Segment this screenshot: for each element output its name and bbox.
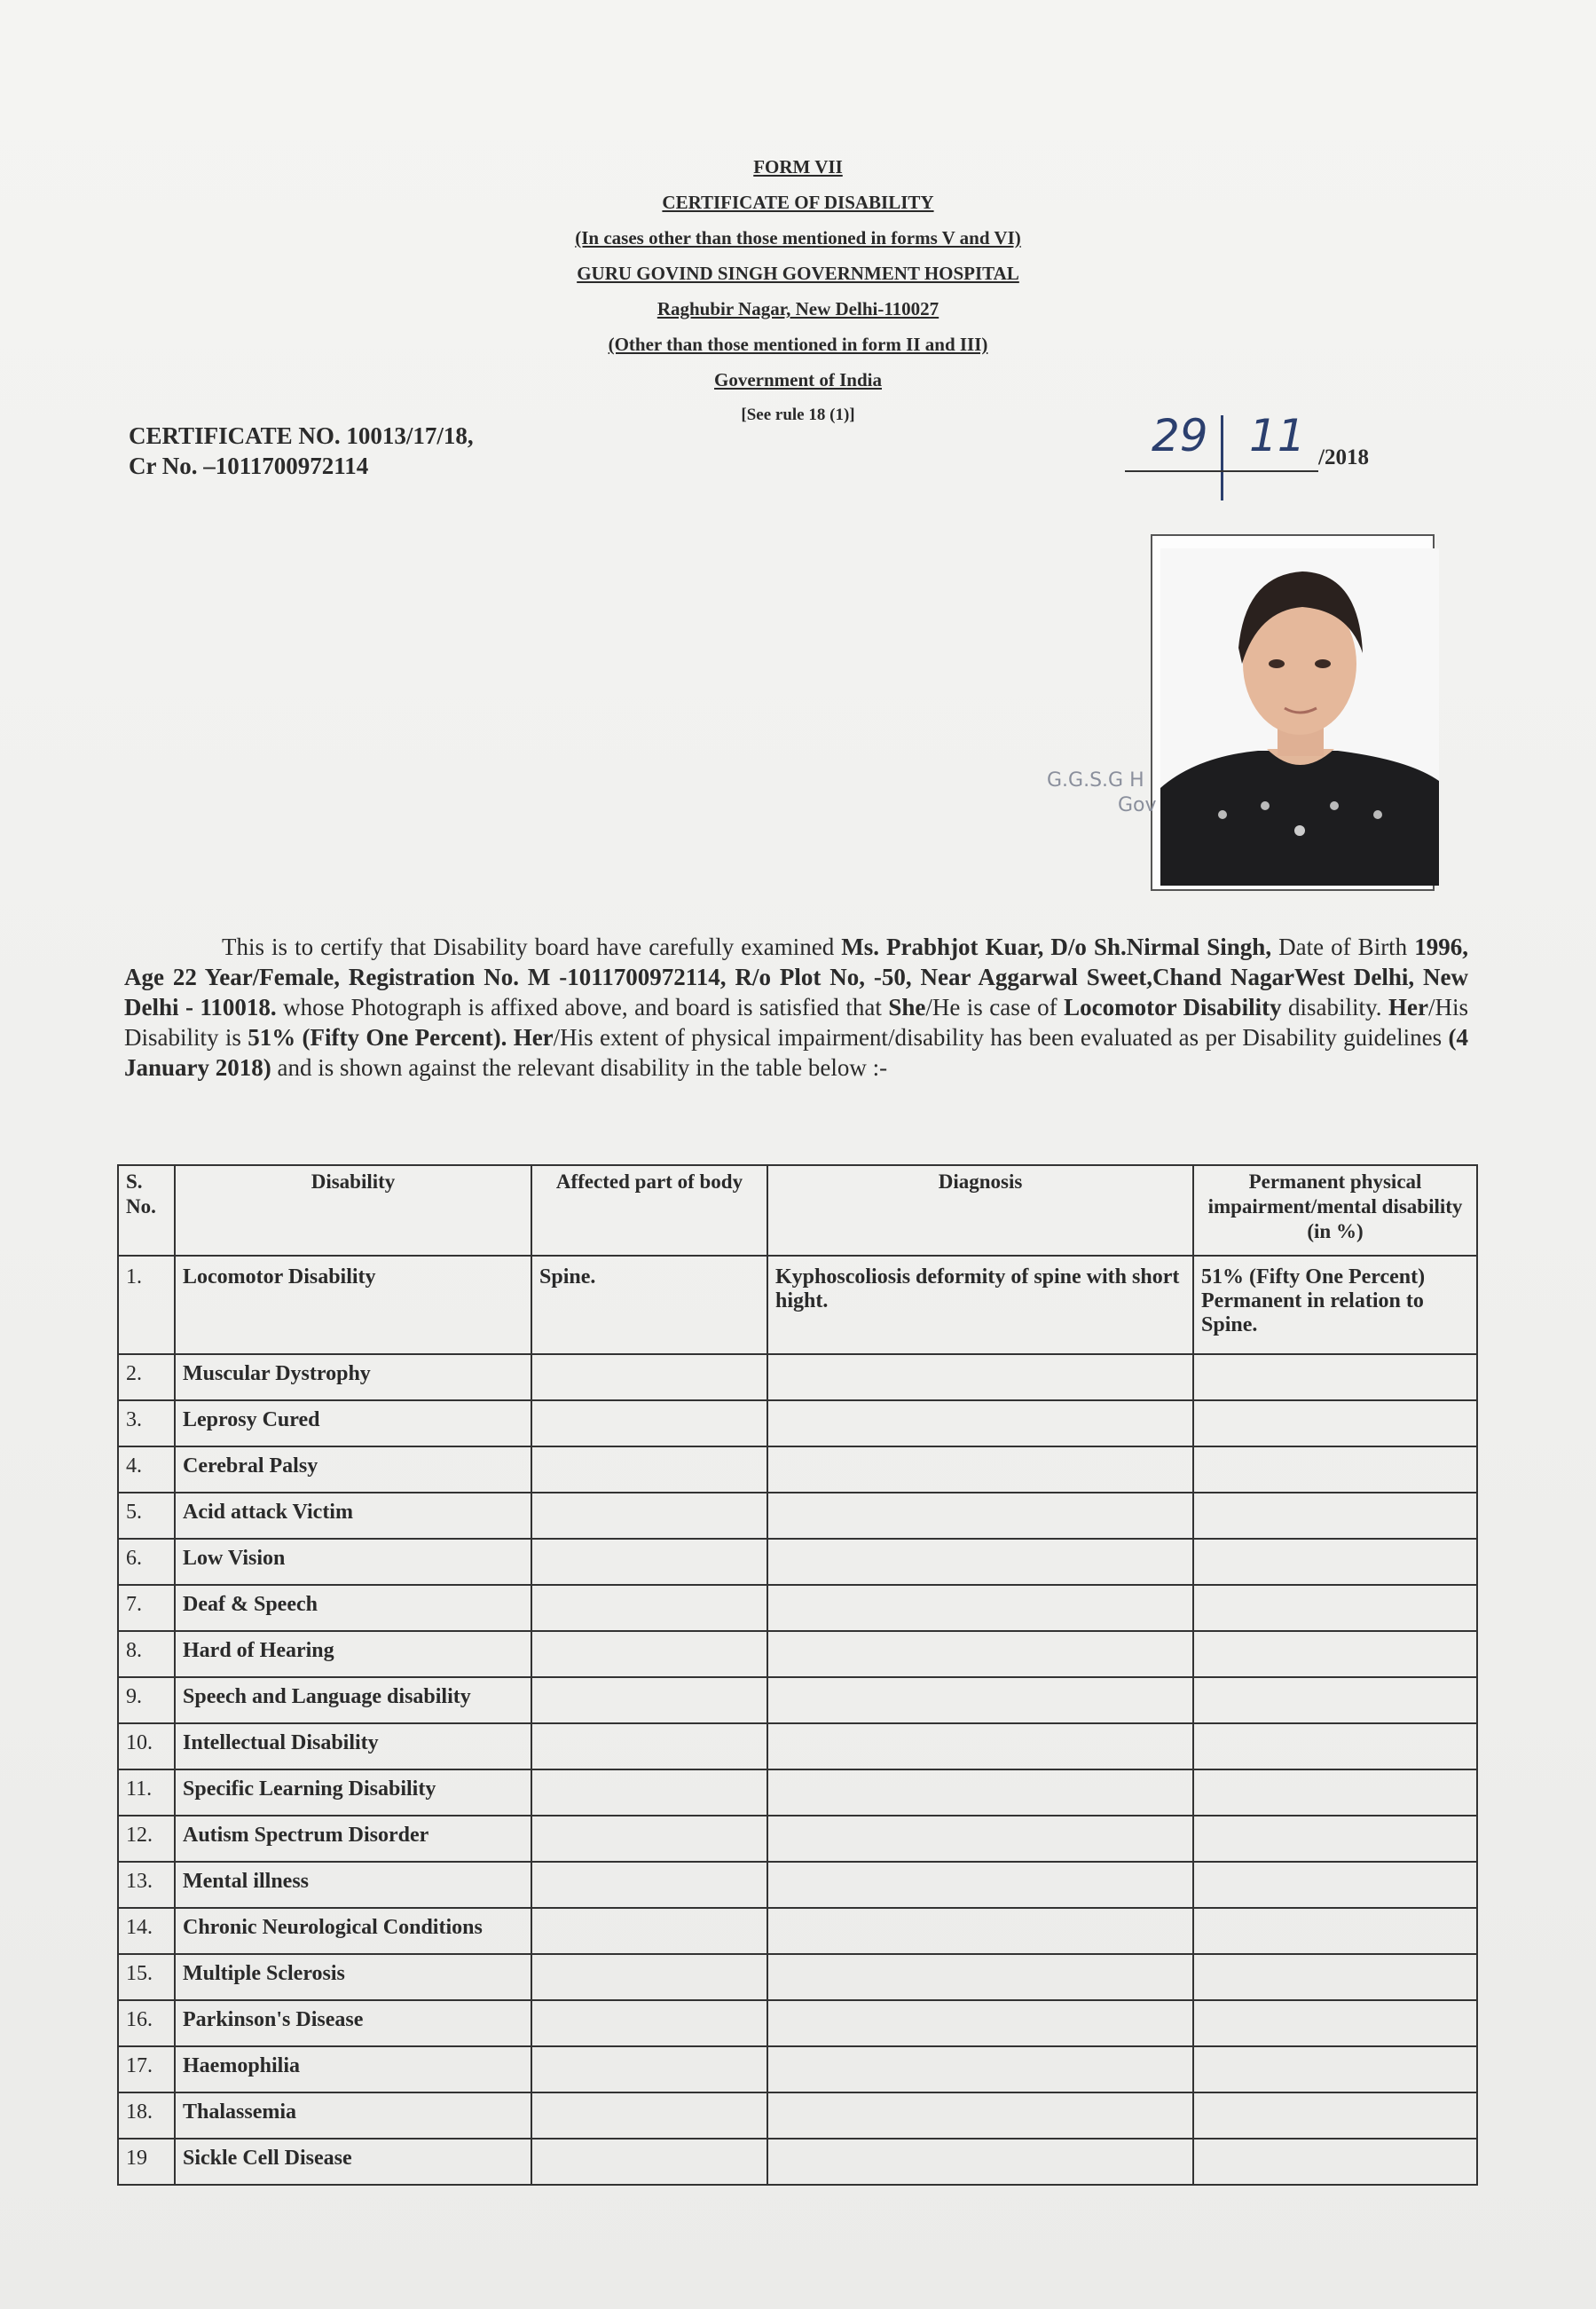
row-empty-cell (531, 1816, 767, 1862)
row-empty-cell (531, 1493, 767, 1539)
hospital-name: GURU GOVIND SINGH GOVERNMENT HOSPITAL (577, 263, 1019, 284)
row-empty-cell (1193, 1862, 1477, 1908)
header-affected-part: Affected part of body (531, 1165, 767, 1256)
form-title: CERTIFICATE OF DISABILITY (662, 192, 934, 213)
date-day: 29 (1152, 410, 1208, 461)
para-text-5: disability. (1281, 994, 1388, 1021)
row-empty-cell (1193, 1585, 1477, 1631)
row-empty-cell (531, 1954, 767, 2000)
row-disability: Specific Learning Disability (175, 1769, 531, 1816)
row-empty-cell (767, 1585, 1193, 1631)
row-sno: 3. (118, 1400, 175, 1446)
table-row (118, 1493, 1477, 1539)
row-empty-cell (767, 1493, 1193, 1539)
row-empty-cell (531, 1539, 767, 1585)
row-disability: Multiple Sclerosis (175, 1954, 531, 2000)
row-affected-part: Spine. (531, 1256, 767, 1354)
form-subtitle: (In cases other than those mentioned in forms V and VI) (575, 227, 1021, 248)
row-sno: 9. (118, 1677, 175, 1723)
table-row (118, 1631, 1477, 1677)
table-row (118, 2000, 1477, 2046)
header-disability: Disability (175, 1165, 531, 1256)
row-disability: Low Vision (175, 1539, 531, 1585)
row-sno: 2. (118, 1354, 175, 1400)
certification-paragraph (124, 932, 1468, 1083)
row-diagnosis: Kyphoscoliosis deformity of spine with short hight. (767, 1256, 1193, 1354)
row-empty-cell (1193, 1354, 1477, 1400)
date-separator (1221, 415, 1223, 500)
row-empty-cell (767, 1908, 1193, 1954)
row-empty-cell (1193, 1400, 1477, 1446)
row-empty-cell (531, 1723, 767, 1769)
row-disability: Sickle Cell Disease (175, 2139, 531, 2185)
row-empty-cell (531, 1908, 767, 1954)
row-empty-cell (767, 1400, 1193, 1446)
row-empty-cell (767, 2000, 1193, 2046)
date-year: /2018 (1318, 445, 1369, 469)
row-empty-cell (767, 1816, 1193, 1862)
para-text-1: This is to certify that Disability board have carefully examined (222, 934, 842, 960)
para-text-4: /He is case of (925, 994, 1065, 1021)
table-row (118, 1677, 1477, 1723)
row-disability: Intellectual Disability (175, 1723, 531, 1769)
stamp-line-1: G.G.S.G H (1047, 769, 1144, 792)
row-empty-cell (1193, 1723, 1477, 1769)
row-empty-cell (1193, 1769, 1477, 1816)
row-sno: 15. (118, 1954, 175, 2000)
row-sno: 14. (118, 1908, 175, 1954)
date-month: 11 (1249, 410, 1306, 461)
row-empty-cell (1193, 1816, 1477, 1862)
certificate-info (129, 421, 474, 481)
date-underline (1125, 470, 1318, 472)
row-empty-cell (1193, 2139, 1477, 2185)
row-disability: Thalassemia (175, 2092, 531, 2139)
table-row (118, 2046, 1477, 2092)
row-sno: 17. (118, 2046, 175, 2092)
para-text-3: whose Photograph is affixed above, and board is satisfied that (276, 994, 889, 1021)
row-disability: Cerebral Palsy (175, 1446, 531, 1493)
row-empty-cell (531, 2046, 767, 2092)
row-disability: Acid attack Victim (175, 1493, 531, 1539)
row-sno: 16. (118, 2000, 175, 2046)
row-disability: Hard of Hearing (175, 1631, 531, 1677)
row-empty-cell (531, 1862, 767, 1908)
row-empty-cell (767, 1769, 1193, 1816)
row-disability: Speech and Language disability (175, 1677, 531, 1723)
row-sno: 8. (118, 1631, 175, 1677)
row-empty-cell (767, 1723, 1193, 1769)
row-empty-cell (1193, 1631, 1477, 1677)
patient-name: Ms. Prabhjot Kuar, D/o Sh.Nirmal Singh, (841, 934, 1272, 960)
table-row (118, 2139, 1477, 2185)
disability-type: Locomotor Disability (1064, 994, 1282, 1021)
row-empty-cell (531, 1354, 767, 1400)
issue-date (1125, 410, 1391, 490)
row-empty-cell (1193, 1954, 1477, 2000)
form-note: (Other than those mentioned in form II and III) (608, 334, 988, 355)
government-label: Government of India (714, 369, 882, 390)
row-disability: Locomotor Disability (175, 1256, 531, 1354)
row-sno: 1. (118, 1256, 175, 1354)
table-row (118, 1256, 1477, 1354)
row-disability: Chronic Neurological Conditions (175, 1908, 531, 1954)
row-sno: 10. (118, 1723, 175, 1769)
rule-reference: [See rule 18 (1)] (741, 406, 855, 424)
row-sno: 18. (118, 2092, 175, 2139)
disability-table (117, 1164, 1478, 2186)
row-disability: Muscular Dystrophy (175, 1354, 531, 1400)
stamp-line-2: Gov (1118, 794, 1157, 816)
row-empty-cell (767, 2092, 1193, 2139)
guidelines-date: (4 January 2018) (124, 1024, 1468, 1081)
row-sno: 6. (118, 1539, 175, 1585)
applicant-photo (1160, 548, 1439, 886)
certificate-number: CERTIFICATE NO. 10013/17/18, (129, 422, 474, 449)
table-row (118, 1862, 1477, 1908)
table-row (118, 1769, 1477, 1816)
row-empty-cell (1193, 2092, 1477, 2139)
row-empty-cell (531, 1677, 767, 1723)
cr-number: Cr No. –1011700972114 (129, 453, 369, 479)
row-sno: 19 (118, 2139, 175, 2185)
row-empty-cell (767, 1354, 1193, 1400)
row-empty-cell (531, 2092, 767, 2139)
row-disability: Deaf & Speech (175, 1585, 531, 1631)
table-row (118, 1400, 1477, 1446)
row-sno: 5. (118, 1493, 175, 1539)
row-empty-cell (531, 2139, 767, 2185)
para-text-8: and is shown against the relevant disability in the table below :- (271, 1054, 888, 1081)
hospital-stamp (1047, 768, 1157, 818)
table-row (118, 1446, 1477, 1493)
form-header (0, 149, 1596, 433)
row-empty-cell (531, 1585, 767, 1631)
portrait-image (1160, 548, 1439, 886)
row-disability: Haemophilia (175, 2046, 531, 2092)
table-row (118, 1723, 1477, 1769)
para-she: She (888, 994, 926, 1021)
row-empty-cell (1193, 2046, 1477, 2092)
para-her: Her (1388, 994, 1428, 1021)
row-empty-cell (531, 1631, 767, 1677)
header-diagnosis: Diagnosis (767, 1165, 1193, 1256)
row-empty-cell (767, 1862, 1193, 1908)
hospital-address: Raghubir Nagar, New Delhi-110027 (656, 298, 940, 319)
row-disability: Leprosy Cured (175, 1400, 531, 1446)
row-empty-cell (767, 1677, 1193, 1723)
row-empty-cell (767, 1539, 1193, 1585)
table-row (118, 1354, 1477, 1400)
row-empty-cell (767, 2139, 1193, 2185)
row-empty-cell (767, 1446, 1193, 1493)
row-empty-cell (531, 2000, 767, 2046)
row-sno: 4. (118, 1446, 175, 1493)
table-row (118, 1816, 1477, 1862)
row-empty-cell (531, 1400, 767, 1446)
header-sno: S. No. (118, 1165, 175, 1256)
row-empty-cell (1193, 1677, 1477, 1723)
table-row (118, 1954, 1477, 2000)
row-sno: 12. (118, 1816, 175, 1862)
row-disability: Mental illness (175, 1862, 531, 1908)
row-empty-cell (767, 1631, 1193, 1677)
row-disability: Autism Spectrum Disorder (175, 1816, 531, 1862)
table-row (118, 1908, 1477, 1954)
table-row (118, 1585, 1477, 1631)
disability-percent: 51% (Fifty One Percent). Her (248, 1024, 554, 1051)
row-disability: Parkinson's Disease (175, 2000, 531, 2046)
patient-details: 1996, Age 22 Year/Female, Registration No. M -1011700972114, R/o Plot No, -50, Near Aggarwal Sweet,Chand NagarWest Delhi, New Delhi - 110018. (124, 934, 1468, 1021)
row-empty-cell (767, 2046, 1193, 2092)
row-empty-cell (1193, 2000, 1477, 2046)
row-empty-cell (1193, 1908, 1477, 1954)
table-row (118, 1539, 1477, 1585)
row-permanent: 51% (Fifty One Percent) Permanent in relation to Spine. (1193, 1256, 1477, 1354)
para-text-6: /His Disability is (124, 994, 1468, 1051)
row-empty-cell (1193, 1446, 1477, 1493)
row-empty-cell (531, 1446, 767, 1493)
table-row (118, 2092, 1477, 2139)
row-empty-cell (1193, 1539, 1477, 1585)
form-number: FORM VII (753, 156, 843, 177)
row-empty-cell (767, 1954, 1193, 2000)
row-empty-cell (1193, 1493, 1477, 1539)
row-sno: 11. (118, 1769, 175, 1816)
row-empty-cell (531, 1769, 767, 1816)
row-sno: 7. (118, 1585, 175, 1631)
para-text-2: Date of Birth (1271, 934, 1415, 960)
header-permanent: Permanent physical impairment/mental disability (in %) (1193, 1165, 1477, 1256)
row-sno: 13. (118, 1862, 175, 1908)
para-text-7: /His extent of physical impairment/disability has been evaluated as per Disability guidelines (553, 1024, 1449, 1051)
table-header-row (118, 1165, 1477, 1256)
